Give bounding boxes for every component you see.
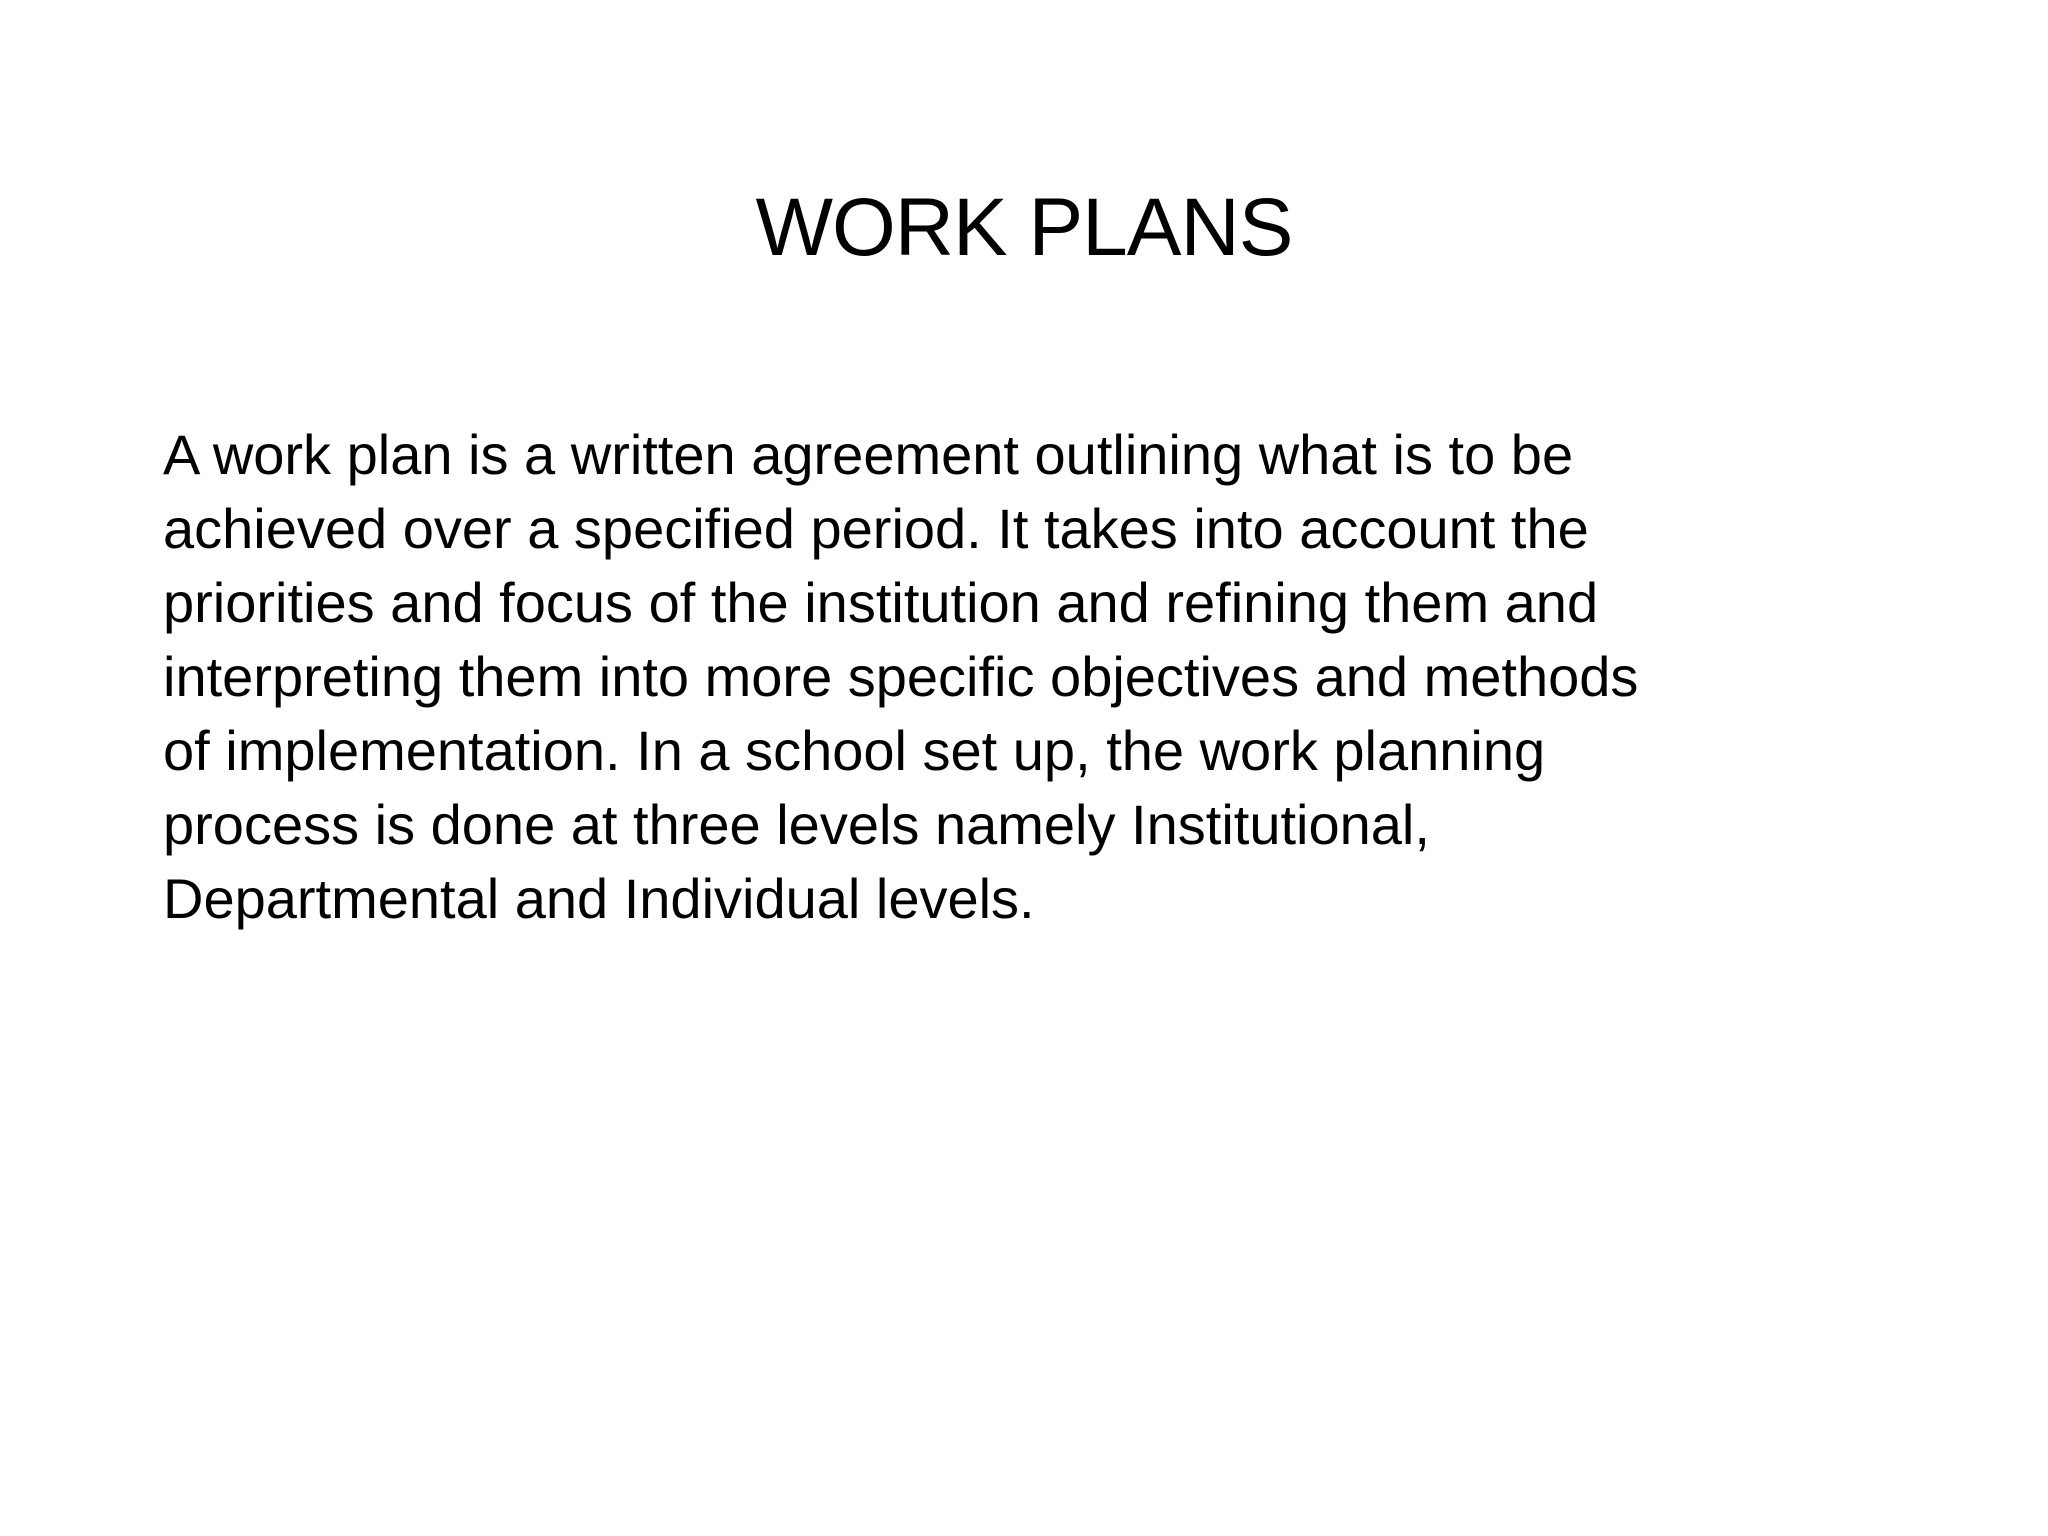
body-line: A work plan is a written agreement outlining what is to be: [163, 423, 1574, 486]
body-line: of implementation. In a school set up, the work planning: [163, 719, 1546, 782]
slide-body-paragraph: [163, 418, 1963, 936]
body-line: priorities and focus of the institution and refining them and: [163, 571, 1599, 634]
body-line: interpreting them into more specific objectives and methods: [163, 645, 1639, 708]
body-line: Departmental and Individual levels.: [163, 867, 1035, 930]
slide-title: WORK PLANS: [755, 182, 1293, 273]
body-line: process is done at three levels namely Institutional,: [163, 793, 1430, 856]
body-line: achieved over a specified period. It takes into account the: [163, 497, 1589, 560]
